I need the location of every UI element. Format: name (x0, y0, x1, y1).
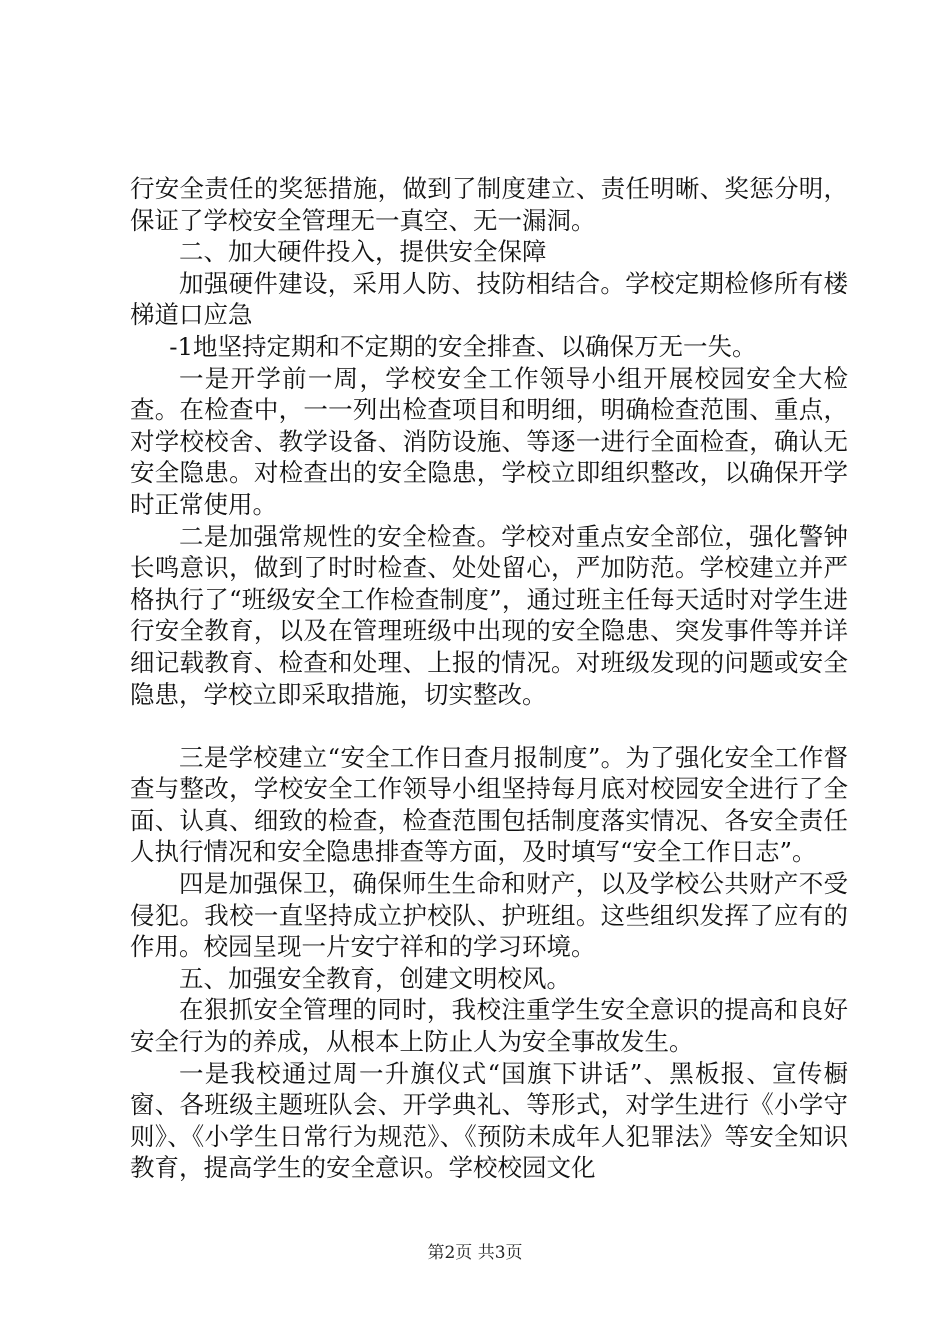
paragraph-hardware: 加强硬件建设，采用人防、技防相结合。学校定期检修所有楼梯道口应急 (130, 268, 848, 330)
section-heading-education: 五、加强安全教育，创建文明校风。 (179, 963, 571, 993)
paragraph-inspection-fragment: -1地坚持定期和不定期的安全排查、以确保万无一失。 (169, 331, 757, 361)
paragraph-awareness: 在狠抓安全管理的同时，我校注重学生安全意识的提高和良好安全行为的养成，从根本上防止人为安全事故发生。 (130, 995, 848, 1057)
paragraph-daily-report: 三是学校建立“安全工作日查月报制度”。为了强化安全工作督查与整改，学校安全工作领导小组坚持每月底对校园安全进行了全面、认真、细致的检查，检查范围包括制度落实情况、各安全责任人执行情况和安全隐患排查等方面，及时填写“安全工作日志”。 (130, 742, 848, 867)
paragraph-education-forms: 一是我校通过周一升旗仪式“国旗下讲话”、黑板报、宣传橱窗、各班级主题班队会、开学典礼、等形式，对学生进行《小学守则》、《小学生日常行为规范》、《预防未成年人犯罪法》等安全知识教育，提高学生的安全意识。学校校园文化 (130, 1058, 848, 1183)
section-heading-hardware: 二、加大硬件投入，提供安全保障 (179, 237, 547, 267)
page-footer: 第2页 共3页 (427, 1243, 523, 1263)
paragraph-continuation: 行安全责任的奖惩措施，做到了制度建立、责任明晰、奖惩分明，保证了学校安全管理无一真空、无一漏洞。 (130, 174, 848, 235)
paragraph-security: 四是加强保卫，确保师生生命和财产，以及学校公共财产不受侵犯。我校一直坚持成立护校队、护班组。这些组织发挥了应有的作用。校园呈现一片安宁祥和的学习环境。 (130, 869, 848, 962)
paragraph-gap (130, 710, 848, 742)
document-body (130, 173, 848, 1184)
paragraph-routine-check: 二是加强常规性的安全检查。学校对重点安全部位，强化警钟长鸣意识，做到了时时检查、处处留心，严加防范。学校建立并严格执行了“班级安全工作检查制度”，通过班主任每天适时对学生进行安全教育，以及在管理班级中出现的安全隐患、突发事件等并详细记载教育、检查和处理、上报的情况。对班级发现的问题或安全隐患，学校立即采取措施，切实整改。 (130, 521, 848, 709)
paragraph-pre-term-check: 一是开学前一周，学校安全工作领导小组开展校园安全大检查。在检查中，一一列出检查项目和明细，明确检查范围、重点，对学校校舍、教学设备、消防设施、等逐一进行全面检查，确认无安全隐患。对检查出的安全隐患，学校立即组织整改，以确保开学时正常使用。 (130, 363, 848, 519)
